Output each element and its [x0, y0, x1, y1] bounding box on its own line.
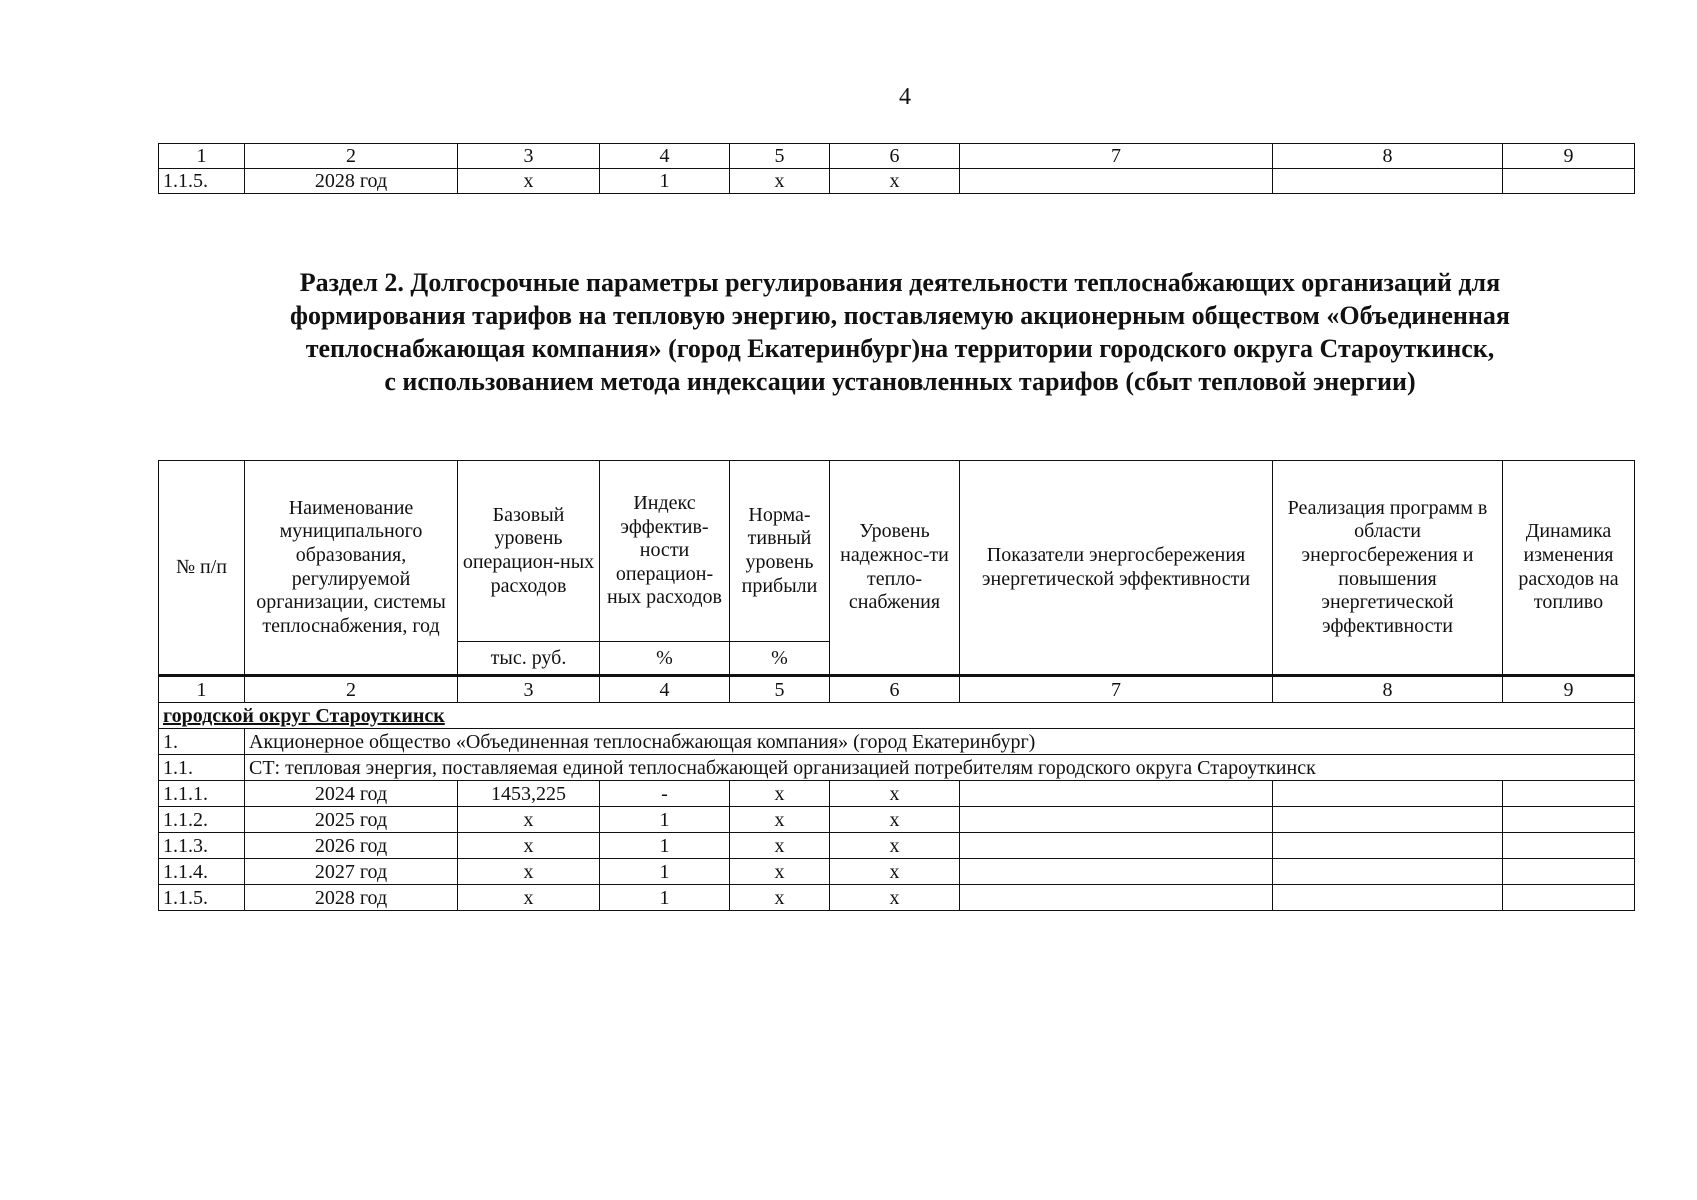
reliability-level: х: [830, 807, 960, 833]
header-cell: Индекс эффектив-ности операцион-ных расходов: [600, 461, 730, 642]
table-cell: х: [730, 169, 830, 194]
row-number: 1.1.3.: [159, 833, 245, 859]
table-row: [159, 807, 1635, 833]
profit-level: х: [730, 781, 830, 807]
table-cell: [1273, 781, 1503, 807]
table-cell: [1503, 807, 1635, 833]
organization-row: [159, 729, 1635, 755]
column-number: 2: [245, 144, 458, 169]
column-number: 7: [960, 144, 1273, 169]
section-title-line: формирования тарифов на тепловую энергию, поставляемую акционерным обществом «Объединенная: [290, 301, 1510, 330]
table-cell: [960, 169, 1273, 194]
base-opex: х: [458, 859, 600, 885]
column-number: 3: [458, 144, 600, 169]
row-number: 1.1.1.: [159, 781, 245, 807]
header-cell: № п/п: [159, 461, 245, 676]
table-row: [159, 885, 1635, 911]
table-cell: [1273, 859, 1503, 885]
row-number: 1.: [159, 729, 245, 755]
header-cell: Уровень надежнос-ти тепло-снабжения: [830, 461, 960, 676]
column-number: 4: [600, 676, 730, 703]
row-year: 2028 год: [245, 169, 458, 194]
column-number: 5: [730, 676, 830, 703]
reliability-level: х: [830, 859, 960, 885]
continuation-table: [158, 143, 1635, 194]
column-number: 6: [830, 144, 960, 169]
table-cell: [1273, 169, 1503, 194]
row-number: 1.1.2.: [159, 807, 245, 833]
header-cell: Наименование муниципального образования, регулируемой организации, системы теплоснабжения, год: [245, 461, 458, 676]
table-cell: [1273, 807, 1503, 833]
section-title-line: теплоснабжающая компания» (город Екатеринбург)на территории городского округа Староуткинск,: [305, 334, 1495, 363]
page-number: 4: [899, 84, 911, 110]
row-number: 1.1.: [159, 755, 245, 781]
column-number: 1: [159, 144, 245, 169]
column-number: 4: [600, 144, 730, 169]
section-title-line: Раздел 2. Долгосрочные параметры регулирования деятельности теплоснабжающих организаций для: [299, 268, 1501, 297]
table-cell: [960, 807, 1273, 833]
efficiency-index: 1: [600, 859, 730, 885]
efficiency-index: 1: [600, 807, 730, 833]
row-number: 1.1.4.: [159, 859, 245, 885]
column-number: 7: [960, 676, 1273, 703]
row-year: 2028 год: [245, 885, 458, 911]
unit-cell: %: [730, 642, 830, 676]
section-title: [160, 266, 1640, 398]
unit-cell: %: [600, 642, 730, 676]
table-row: [159, 169, 1635, 194]
table-cell: [960, 859, 1273, 885]
system-name: СТ: тепловая энергия, поставляемая единой теплоснабжающей организацией потребителям городского округа Староуткинск: [245, 755, 1635, 781]
column-number: 5: [730, 144, 830, 169]
table-cell: х: [458, 169, 600, 194]
system-row: [159, 755, 1635, 781]
table-row: [159, 781, 1635, 807]
table-cell: [1503, 781, 1635, 807]
unit-cell: тыс. руб.: [458, 642, 600, 676]
efficiency-index: 1: [600, 885, 730, 911]
column-number: 9: [1503, 144, 1635, 169]
parameters-table: [158, 460, 1635, 911]
base-opex: х: [458, 807, 600, 833]
organization-name: Акционерное общество «Объединенная теплоснабжающая компания» (город Екатеринбург): [245, 729, 1635, 755]
column-number: 1: [159, 676, 245, 703]
base-opex: х: [458, 833, 600, 859]
row-year: 2024 год: [245, 781, 458, 807]
table-cell: х: [830, 169, 960, 194]
row-number: 1.1.5.: [159, 169, 245, 194]
table-cell: [1503, 169, 1635, 194]
header-cell: Динамика изменения расходов на топливо: [1503, 461, 1635, 676]
table-cell: [1503, 885, 1635, 911]
efficiency-index: -: [600, 781, 730, 807]
table-row: [159, 859, 1635, 885]
row-number: 1.1.5.: [159, 885, 245, 911]
row-year: 2026 год: [245, 833, 458, 859]
table-cell: [1503, 833, 1635, 859]
column-number: 8: [1273, 676, 1503, 703]
profit-level: х: [730, 885, 830, 911]
header-cell: Базовый уровень операцион-ных расходов: [458, 461, 600, 642]
region-row: [159, 703, 1635, 729]
profit-level: х: [730, 807, 830, 833]
reliability-level: х: [830, 833, 960, 859]
table-row: [159, 833, 1635, 859]
column-number: 9: [1503, 676, 1635, 703]
table-cell: [1273, 885, 1503, 911]
row-year: 2025 год: [245, 807, 458, 833]
region-name: городской округ Староуткинск: [159, 703, 1635, 729]
header-cell: Норма-тивный уровень прибыли: [730, 461, 830, 642]
table-cell: [960, 781, 1273, 807]
table-cell: [960, 833, 1273, 859]
reliability-level: х: [830, 885, 960, 911]
table-cell: 1: [600, 169, 730, 194]
column-number: 2: [245, 676, 458, 703]
table-cell: [960, 885, 1273, 911]
profit-level: х: [730, 833, 830, 859]
profit-level: х: [730, 859, 830, 885]
efficiency-index: 1: [600, 833, 730, 859]
base-opex: х: [458, 885, 600, 911]
column-number-row: [159, 144, 1635, 169]
table-cell: [1273, 833, 1503, 859]
reliability-level: х: [830, 781, 960, 807]
table-cell: [1503, 859, 1635, 885]
base-opex: 1453,225: [458, 781, 600, 807]
column-number: 6: [830, 676, 960, 703]
header-cell: Реализация программ в области энергосбережения и повышения энергетической эффективности: [1273, 461, 1503, 676]
row-year: 2027 год: [245, 859, 458, 885]
section-title-line: с использованием метода индексации установленных тарифов (сбыт тепловой энергии): [384, 367, 1416, 396]
column-number: 3: [458, 676, 600, 703]
header-row: [159, 461, 1635, 642]
column-number: 8: [1273, 144, 1503, 169]
header-cell: Показатели энергосбережения энергетической эффективности: [960, 461, 1273, 676]
column-number-row: [159, 676, 1635, 703]
